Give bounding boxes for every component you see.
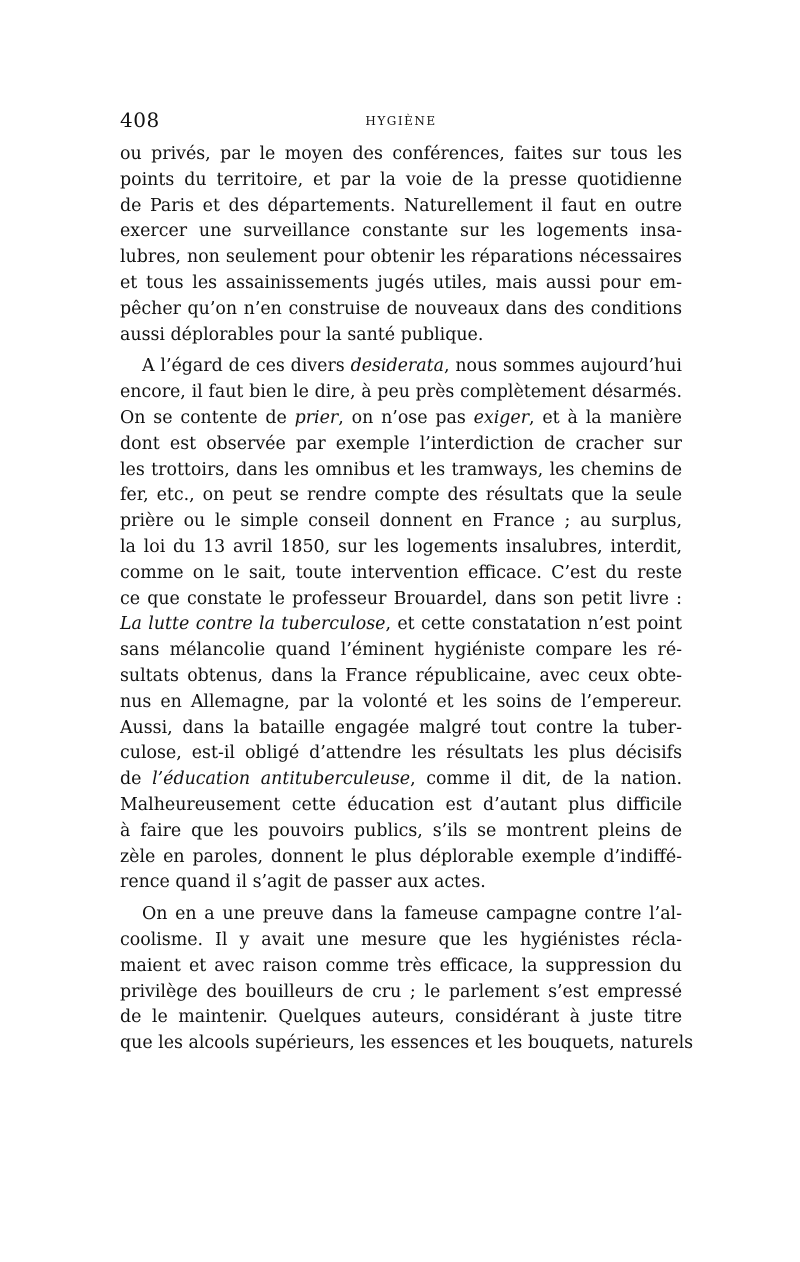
- text-line: La lutte contre la tuberculose, et cette constatation n’est point: [120, 614, 682, 635]
- text-line: privilège des bouilleurs de cru ; le parlement s’est empressé: [120, 981, 682, 1002]
- text-line: dont est observée par exemple l’interdiction de cracher sur: [120, 433, 682, 454]
- text-line: que les alcools supérieurs, les essences et les bouquets, naturels: [120, 1033, 694, 1054]
- body-text: [120, 142, 694, 1057]
- text-line: exercer une surveillance constante sur les logements insa-: [120, 221, 682, 242]
- text-line: de l’éducation antituberculeuse, comme il dit, de la nation.: [120, 769, 683, 790]
- text-line: rence quand il s’agit de passer aux actes.: [120, 872, 486, 893]
- text-line: maient et avec raison comme très efficace, la suppression du: [120, 955, 682, 976]
- italic-phrase: prier: [294, 407, 339, 428]
- text-line: pêcher qu’on n’en construise de nouveaux dans des conditions: [120, 298, 682, 319]
- text-line: nus en Allemagne, par la volonté et les soins de l’empereur.: [120, 691, 682, 712]
- text-line: de Paris et des départements. Naturellement il faut en outre: [120, 195, 682, 216]
- italic-phrase: exiger: [473, 407, 530, 428]
- running-head: HYGIÈNE: [365, 114, 437, 128]
- italic-phrase: desiderata: [350, 356, 444, 377]
- text-line: On se contente de prier, on n’ose pas exiger, et à la manière: [120, 407, 682, 428]
- text-line: ou privés, par le moyen des conférences, faites sur tous les: [120, 144, 682, 164]
- text-line: sans mélancolie quand l’éminent hygiéniste compare les ré-: [120, 640, 682, 661]
- italic-phrase: l’éducation antituberculeuse: [152, 769, 411, 790]
- text-line: ce que constate le professeur Brouardel, dans son petit livre :: [120, 588, 682, 609]
- book-page: [120, 108, 694, 1057]
- text-line: les trottoirs, dans les omnibus et les tramways, les chemins de: [120, 459, 682, 480]
- page-header: [120, 108, 682, 142]
- text-line: zèle en paroles, donnent le plus déplorable exemple d’indiffé-: [120, 846, 682, 867]
- text-line: aussi déplorables pour la santé publique.: [120, 324, 484, 345]
- paragraph-2: [120, 354, 682, 896]
- text-line: fer, etc., on peut se rendre compte des résultats que la seule: [120, 485, 682, 506]
- text-line: Aussi, dans la bataille engagée malgré tout contre la tuber-: [120, 717, 682, 738]
- text-line: Malheureusement cette éducation est d’autant plus difficile: [120, 794, 682, 815]
- text-line: A l’égard de ces divers desiderata, nous sommes aujourd’hui: [142, 356, 682, 377]
- text-line: encore, il faut bien le dire, à peu près complètement désarmés.: [120, 382, 682, 403]
- text-line: à faire que les pouvoirs publics, s’ils se montrent pleins de: [120, 820, 682, 841]
- text-line: On en a une preuve dans la fameuse campagne contre l’al-: [142, 904, 682, 925]
- text-line: points du territoire, et par la voie de la presse quotidienne: [120, 169, 682, 190]
- text-line: de le maintenir. Quelques auteurs, considérant à juste titre: [120, 1007, 682, 1028]
- page-number: 408: [120, 108, 160, 132]
- text-line: la loi du 13 avril 1850, sur les logements insalubres, interdit,: [120, 536, 682, 557]
- text-line: lubres, non seulement pour obtenir les réparations nécessaires: [120, 247, 682, 268]
- paragraph-1: [120, 142, 682, 348]
- text-line: sultats obtenus, dans la France républicaine, avec ceux obte-: [120, 665, 682, 686]
- text-line: prière ou le simple conseil donnent en France ; au surplus,: [120, 511, 682, 532]
- italic-phrase: La lutte contre la tuberculose: [120, 614, 386, 635]
- text-line: et tous les assainissements jugés utiles, mais aussi pour em-: [120, 272, 682, 293]
- paragraph-3: [120, 902, 694, 1057]
- text-line: comme on le sait, toute intervention efficace. C’est du reste: [120, 562, 682, 583]
- text-line: culose, est-il obligé d’attendre les résultats les plus décisifs: [120, 743, 682, 764]
- text-line: coolisme. Il y avait une mesure que les hygiénistes récla-: [120, 929, 682, 950]
